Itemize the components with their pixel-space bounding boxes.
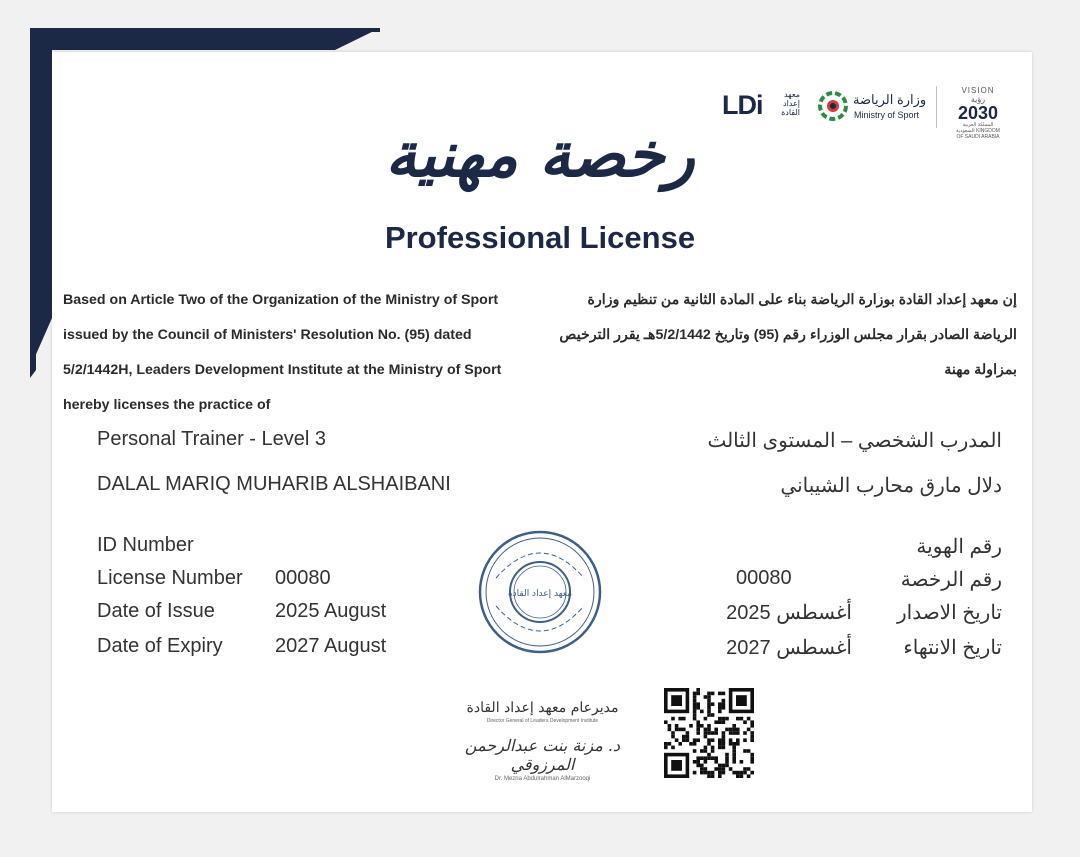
logo-divider (936, 86, 937, 128)
qr-code-icon[interactable] (664, 688, 754, 778)
date-of-issue-label-arabic: تاريخ الاصدار (896, 602, 1002, 624)
signatory-title-english: Director General of Leaders Development Institute (486, 718, 599, 724)
signatory-name-arabic: د. مزنة بنت عبدالرحمن المرزوقي (464, 736, 621, 774)
arabic-title-calligraphy (330, 118, 750, 218)
arabic-title: رخصة مهنية (385, 118, 695, 191)
date-of-expiry-label-arabic: تاريخ الانتهاء (903, 637, 1002, 659)
date-of-expiry-label: Date of Expiry (97, 635, 223, 657)
id-number-label: ID Number (97, 534, 194, 556)
header-logos (715, 82, 1015, 140)
date-of-expiry-value-arabic: أغسطس 2027 (726, 637, 852, 659)
intro-text-arabic: إن معهد إعداد القادة بوزارة الرياضة بناء على المادة الثانية من تنظيم وزارة الرياضة الصادر بقرار مجلس الوزراء رقم (95) وتاريخ 5/2/1442هـ يقرر الترخيص بمزاولة مهنة (559, 292, 1017, 378)
holder-name-arabic: دلال مارق محارب الشيباني (780, 475, 1002, 497)
vision-2030-logo: VISION رؤية 2030 المملكة العربية السعودية KINGDOM OF SAUDI ARABIA (956, 86, 1000, 140)
intro-text-english: Based on Article Two of the Organization of the Ministry of Sport issued by the Council of Ministers' Resolution No. (95) dated 5/2/1442H, Leaders Development Institute at the Ministry of Sport hereby licenses the practice of (63, 292, 502, 413)
date-of-issue-label: Date of Issue (97, 600, 215, 622)
ldi-logo: LDi (722, 90, 763, 120)
profession-arabic: المدرب الشخصي – المستوى الثالث (707, 430, 1002, 452)
date-of-issue-value: 2025 August (275, 600, 387, 622)
signatory-title-arabic: مديرعام معهد إعداد القادة (466, 700, 619, 716)
signatory-name-english: Dr. Mezna Abdulrahman AlMarzooqi (494, 776, 591, 782)
license-number-value-arabic-side: 00080 (736, 567, 792, 589)
ministry-emblem-icon (815, 88, 851, 124)
seal-stamp-icon (476, 528, 604, 656)
page-title: Professional License (384, 220, 696, 255)
seal-center-text: معهد إعداد القادة (507, 589, 573, 599)
license-number-label-arabic: رقم الرخصة (900, 569, 1002, 591)
ldi-logo-arabic: معهد إعداد القادة (781, 90, 800, 117)
id-number-label-arabic: رقم الهوية (916, 536, 1002, 558)
profession-english: Personal Trainer - Level 3 (97, 428, 327, 450)
date-of-issue-value-arabic: أغسطس 2025 (726, 602, 852, 624)
ministry-name-english: Ministry of Sport (854, 110, 920, 120)
date-of-expiry-value: 2027 August (275, 635, 387, 657)
signature-block (450, 700, 635, 782)
holder-name-english: DALAL MARIQ MUHARIB ALSHAIBANI (97, 473, 451, 495)
license-number-value: 00080 (275, 567, 331, 589)
ministry-name-arabic: وزارة الرياضة (853, 92, 927, 107)
license-number-label: License Number (97, 567, 243, 589)
